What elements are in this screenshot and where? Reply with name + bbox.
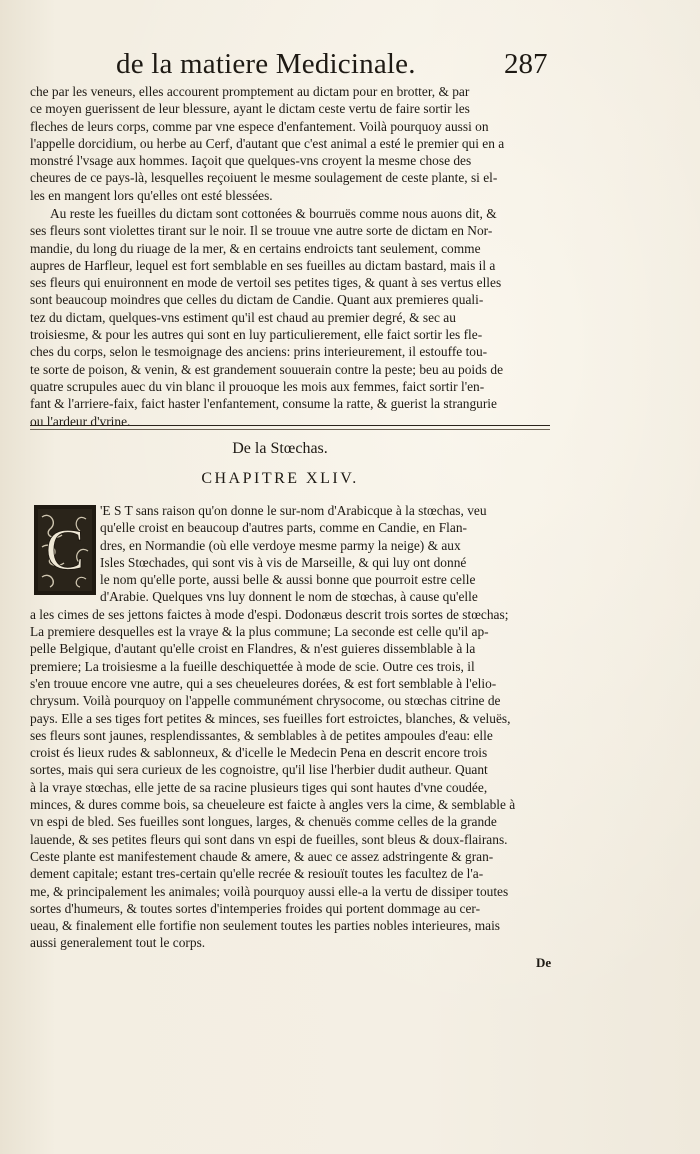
text-line: premiere; La troisiesme a la fueille deschiquettée à mode de scie. Outre ces trois, il: [30, 658, 475, 674]
text-line: dement capitale; estant tres-certain qu'elle recrée & resiouït toutes les facultez de l'a-: [30, 866, 484, 882]
text-line: Isles Stœchades, qui sont vis à vis de Marseille, & qui luy ont donné: [100, 554, 467, 570]
text-line: quatre scrupules auec du vin blanc il prouoque les mois aux femmes, faict sortir l'en-: [30, 378, 485, 394]
chapter-body: [30, 502, 550, 952]
text-line: ses fleurs qui enuironnent en mode de vertoil ses petites tiges, & quant à ses vertus elles: [30, 275, 502, 291]
catchword: De: [536, 955, 552, 970]
text-line: croist és lieux rudes & sablonneux, & d'icelle le Medecin Pena en descrit encore trois: [30, 745, 488, 761]
text-line: s'en trouue encore vne autre, qui a ses cheueleures dorées, & est fort semblable à l'elio-: [30, 675, 497, 691]
text-line: pays. Elle a ses tiges fort petites & minces, ses fueilles fort estroictes, blanches, & veluës,: [30, 710, 511, 726]
page-header: [0, 44, 700, 84]
text-line: tez du dictam, quelques-vns estiment qu'il est chaud au premier degré, & sec au: [30, 309, 456, 325]
text-line: mandie, du long du riuage de la mer, & en certains endroicts tant seulement, comme: [30, 240, 481, 256]
text-line: sortes, mais qui sera curieux de les cognoistre, qu'il lise l'herbier dudit autheur. Quant: [30, 762, 488, 778]
text-line: qu'elle croist en beaucoup d'autres parts, comme en Candie, en Flan-: [100, 520, 467, 536]
text-line: les en mangent lors qu'elles ont esté blessées.: [30, 187, 273, 203]
section-divider: [30, 425, 550, 426]
text-line: d'Arabie. Quelques vns luy donnent le nom de stœchas, à cause qu'elle: [100, 589, 478, 605]
text-line: Ceste plante est manifestement chaude & amere, & auec ce assez adstringente & gran-: [30, 848, 494, 864]
running-head: de la matiere Medicinale.: [116, 48, 416, 80]
text-line: cheures de ce pays-là, lesquelles reçoiuent le mesme soulagement de ceste plante, si el-: [30, 170, 498, 186]
text-line: ses fleurs sont violettes tirant sur le noir. Il se trouue vne autre sorte de dictam en Nor-: [30, 223, 493, 239]
text-line: fant & l'arriere-faix, faict haster l'enfantement, consume la ratte, & guerist la strangurie: [30, 396, 497, 412]
paragraph-dictam-end: [30, 83, 550, 204]
text-line: La premiere desquelles est la vraye & la plus commune; La seconde est celle qu'il ap-: [30, 624, 489, 640]
svg-text:C: C: [45, 517, 85, 582]
text-line: ches du corps, selon le tesmoignage des anciens: prins interieurement, il estouffe tou-: [30, 344, 488, 360]
text-line: che par les veneurs, elles accourent promptement au dictam pour en brotter, & par: [30, 84, 470, 99]
text-line: me, & principalement les animales; voilà pourquoy aussi elle-a la vertu de dissiper toutes: [30, 883, 509, 899]
text-line: pelle Belgique, d'autant qu'elle croist en Flandres, & n'est guieres dissemblable à la: [30, 641, 476, 657]
text-line: aupres de Harfleur, lequel est fort semblable en ses fueilles au dictam bastard, mais il a: [30, 257, 496, 273]
text-line: dres, en Normandie (où elle verdoye mesme parmy la neige) & aux: [100, 537, 461, 553]
text-line: te sorte de poison, & venin, & est grandement souuerain contre la peste; beu au poids de: [30, 361, 504, 377]
page-number: 287: [504, 48, 548, 80]
text-line: ou l'ardeur d'vrine.: [30, 413, 131, 429]
text-line: ses fleurs sont jaunes, resplendissantes, & semblables à de petites ampoules d'eau: elle: [30, 727, 493, 743]
text-line: le nom qu'elle porte, aussi belle & aussi bonne que pourroit estre celle: [100, 572, 476, 588]
text-line: vn espi de bled. Ses fueilles sont longues, larges, & chenuës comme celles de la grande: [30, 814, 497, 830]
text-line: aussi generalement tout le corps.: [30, 935, 206, 951]
text-line: lauende, & ses petites fleurs qui sont dans vn espi de fueilles, sont bleus & doux-flairans.: [30, 831, 508, 847]
text-line: fleches de leurs corps, comme par vne espece d'enfantement. Voilà pourquoy aussi on: [30, 118, 489, 134]
text-line: a les cimes de ses jettons faictes à mode d'espi. Dodonæus descrit trois sortes de stœchas;: [30, 606, 509, 622]
chapter-title: CHAPITRE XLIV.: [201, 470, 359, 487]
text-line: troisiesme, & pour les autres qui sont en luy particulierement, elle faict sortir les fle-: [30, 327, 483, 343]
text-line: Au reste les fueilles du dictam sont cottonées & bourruës comme nous auons dit, &: [50, 206, 497, 221]
text-line: à la vraye stœchas, elle jette de sa racine plusieurs tiges qui sont hautes d'vne coudée,: [30, 779, 488, 795]
text-line: l'appelle dorcidium, ou herbe au Cerf, d'autant que c'est animal a esté le premier qui en a: [30, 135, 505, 151]
text-line: sortes d'humeurs, & toutes sortes d'intemperies froides qui portent dommage au cer-: [30, 900, 481, 916]
text-line: chrysum. Voilà pourquoy on l'appelle communément chrysocome, ou stœchas citrine de: [30, 693, 501, 709]
section-title: De la Stœchas.: [232, 440, 328, 457]
text-line: ueau, & finalement elle fortifie non seulement toutes les parties nobles interieures, mais: [30, 918, 501, 934]
text-line: 'E S T sans raison qu'on donne le sur-nom d'Arabicque à la stœchas, veu: [100, 503, 487, 518]
section-divider-thin: [30, 429, 550, 430]
text-line: ce moyen guerissent de leur blessure, ayant le dictam ceste vertu de faire sortir les: [30, 101, 470, 117]
text-line: monstré l'vsage aux hommes. Iaçoit que quelques-vns croyent la mesme chose des: [30, 153, 472, 169]
paragraph-dictam-virtues: [30, 205, 550, 430]
text-line: minces, & dures comme bois, sa cheueleure est faicte à angles vers la cime, & semblable à: [30, 797, 516, 813]
text-line: sont beaucoup moindres que celles du dictam de Candie. Quant aux premieres quali-: [30, 292, 484, 308]
